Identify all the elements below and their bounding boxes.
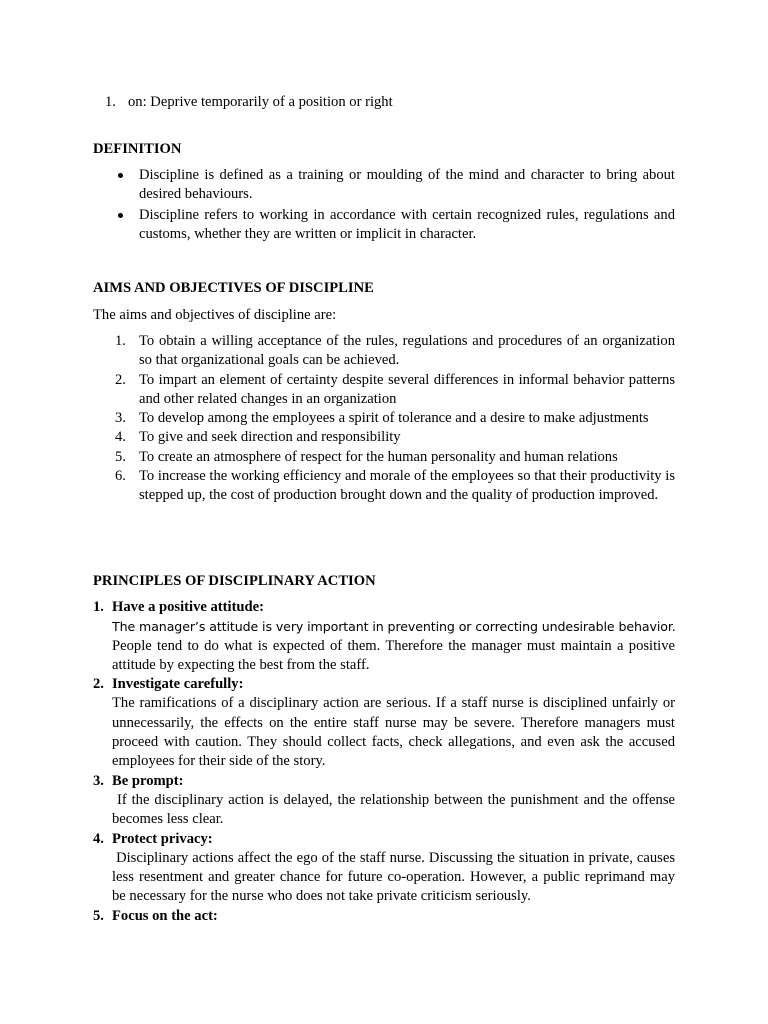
aims-item-number: 1. (115, 333, 126, 349)
bullet-icon (118, 213, 123, 218)
aims-list-item (93, 332, 675, 371)
top-item-number: 1. (105, 94, 116, 110)
aims-item-number: 5. (115, 448, 126, 465)
bullet-icon (118, 173, 123, 178)
aims-intro: The aims and objectives of discipline are: (93, 307, 337, 323)
principle-text: If the disciplinary action is delayed, the relationship between the punishment and the offense becomes less clear. (112, 791, 679, 828)
aims-item-text: To increase the working efficiency and morale of the employees so that their productivity is stepped up, the cost of production brought down and the quality of production improved. (139, 468, 675, 504)
definition-bullet-item (93, 206, 675, 245)
aims-item-number: 2. (115, 371, 126, 388)
principle-title: Have a positive attitude: (112, 599, 265, 615)
aims-list-item (93, 467, 675, 506)
principle-number: 2. (93, 676, 104, 693)
definition-bullet-item (93, 166, 675, 205)
definition-bullet-text: Discipline is defined as a training or moulding of the mind and character to bring about desired behaviours. (139, 167, 675, 203)
aims-list-item (93, 448, 675, 467)
principle-item (93, 675, 675, 771)
definition-bullet-text: Discipline refers to working in accordance with certain recognized rules, regulations and customs, whether they are written or implicit in character. (139, 206, 675, 242)
principle-item (93, 598, 675, 675)
aims-heading: AIMS AND OBJECTIVES OF DISCIPLINE (93, 280, 374, 296)
principles-list (93, 598, 679, 926)
aims-item-text: To impart an element of certainty despite several differences in informal behavior patterns and other related changes in an organization (139, 371, 675, 407)
principle-first-line: The manager’s attitude is very important in preventing or correcting undesirable behavior. (112, 619, 676, 635)
aims-list-item (93, 371, 675, 410)
aims-item-text: To create an atmosphere of respect for the human personality and human relations (139, 448, 618, 465)
principle-number: 5. (93, 907, 104, 924)
principle-text: Disciplinary actions affect the ego of the staff nurse. Discussing the situation in private, causes less resentment and greater chance for future co-operation. However, a public reprimand may be necessary for the nurse who does not take private criticism seriously. (112, 849, 679, 905)
principle-text: The ramifications of a disciplinary action are serious. If a staff nurse is disciplined unfairly or unnecessarily, the effects on the entire staff nurse may be severe. Therefore managers must proceed with caution. They should collect facts, check allegations, and even ask the accused employees for their side of the story. (112, 695, 675, 770)
principle-item (93, 772, 679, 830)
principle-item (93, 907, 675, 926)
principle-text: People tend to do what is expected of them. Therefore the manager must maintain a positive attitude by expecting the best from the staff. (112, 637, 675, 673)
principle-item (93, 830, 679, 907)
definition-bullet-list (93, 166, 675, 244)
aims-item-text: To give and seek direction and responsibility (139, 429, 401, 446)
aims-item-number: 4. (115, 429, 126, 446)
aims-list-item (93, 428, 675, 447)
principle-title: Protect privacy: (112, 830, 213, 847)
principle-title: Be prompt: (112, 772, 184, 789)
aims-item-number: 6. (115, 468, 126, 485)
aims-item-text: To obtain a willing acceptance of the rules, regulations and procedures of an organization so that organizational goals can be achieved. (139, 333, 675, 369)
principles-heading: PRINCIPLES OF DISCIPLINARY ACTION (93, 573, 376, 589)
principle-title: Investigate carefully: (112, 676, 244, 693)
aims-list (93, 332, 675, 506)
definition-heading: DEFINITION (93, 141, 182, 157)
principle-number: 1. (93, 599, 104, 615)
principle-title: Focus on the act: (112, 907, 218, 924)
principle-number: 3. (93, 772, 104, 789)
aims-item-text: To develop among the employees a spirit of tolerance and a desire to make adjustments (139, 410, 649, 427)
principle-number: 4. (93, 830, 104, 847)
top-item-text: on: Deprive temporarily of a position or right (128, 94, 393, 110)
aims-list-item (93, 409, 675, 428)
aims-item-number: 3. (115, 410, 126, 427)
